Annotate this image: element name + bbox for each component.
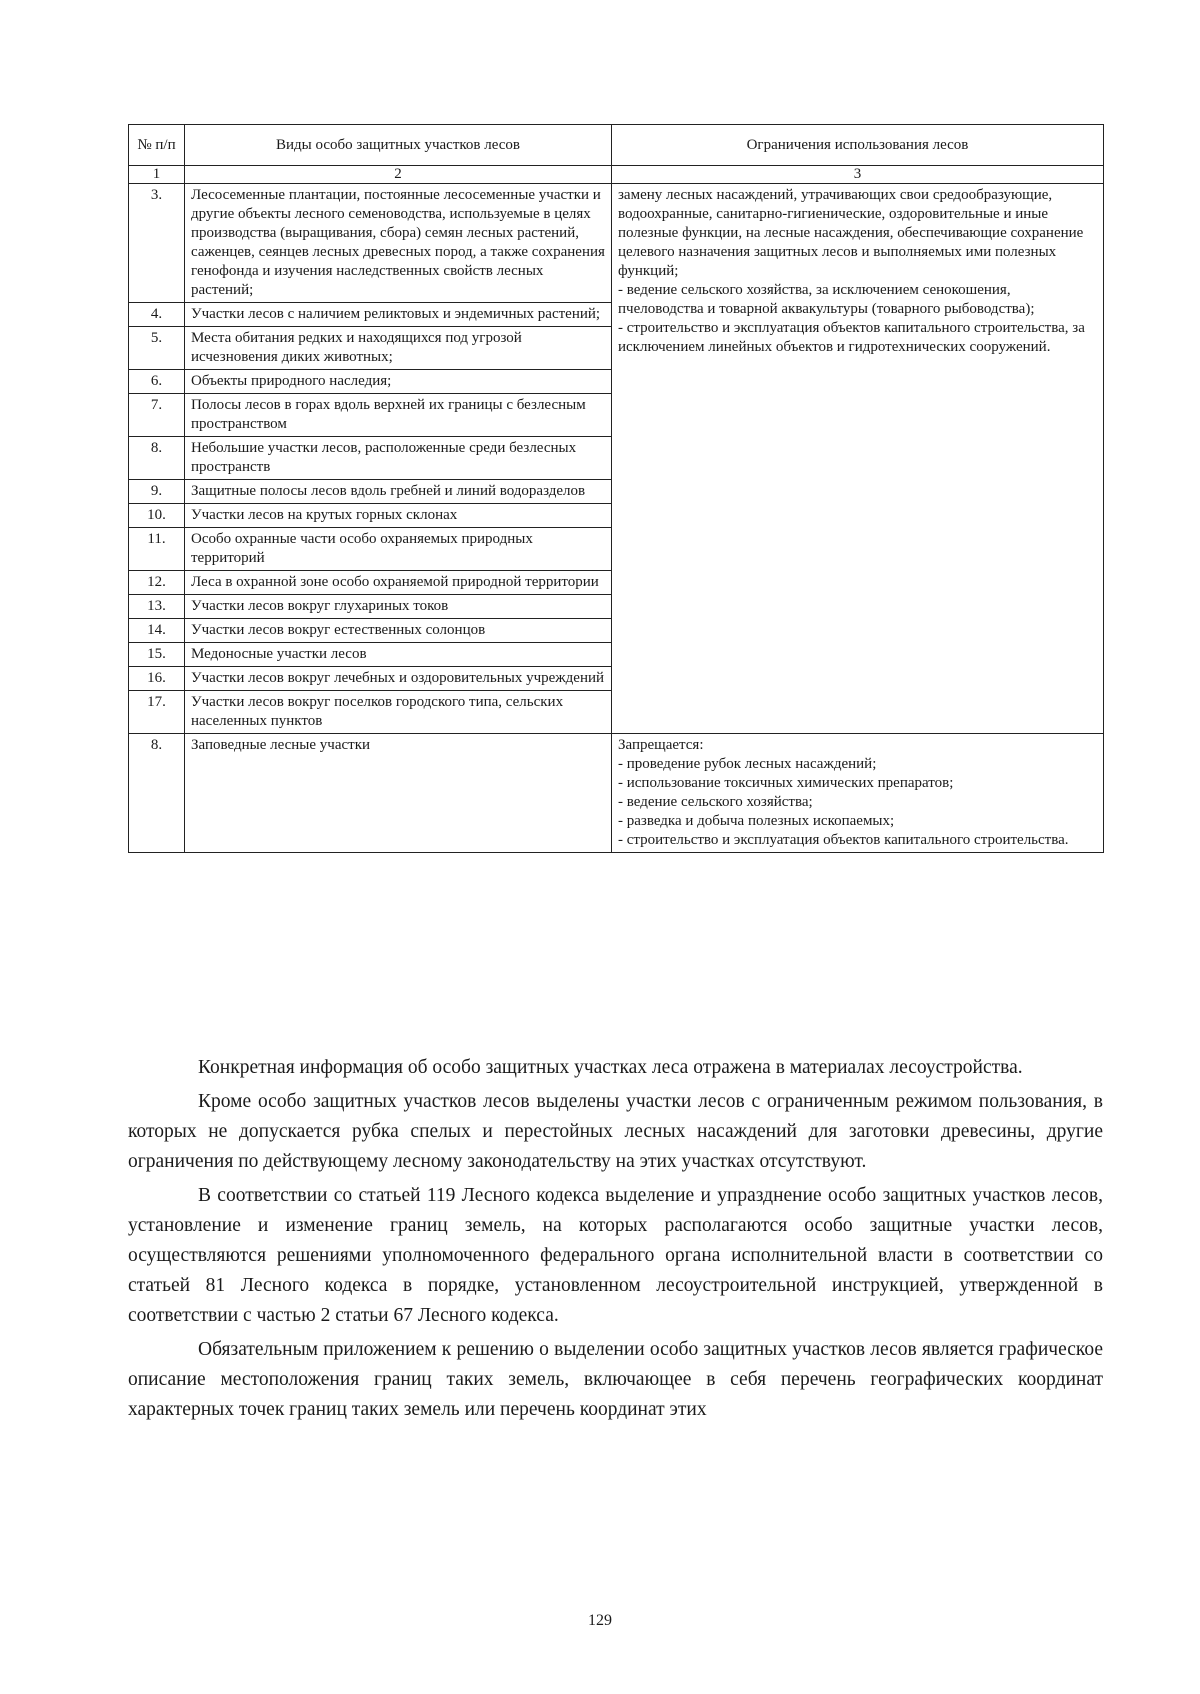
row-number: 15. [129, 643, 185, 667]
row-number: 9. [129, 480, 185, 504]
row-number: 6. [129, 370, 185, 394]
table-row [129, 184, 1104, 303]
row-number: 14. [129, 619, 185, 643]
column-number: 2 [185, 166, 612, 184]
paragraph: Кроме особо защитных участков лесов выделены участки лесов с ограниченным режимом пользования, в которых не допускается рубка спелых и перестойных лесных насаждений для заготовки древесины, другие ограничения по действующему лесному законодательству на этих участках отсутствуют. [128, 1091, 1103, 1172]
row-number: 8. [129, 734, 185, 853]
forest-type: Участки лесов вокруг глухариных токов [185, 595, 612, 619]
column-number: 3 [612, 166, 1104, 184]
row-number: 8. [129, 437, 185, 480]
forest-type: Участки лесов вокруг лечебных и оздоровительных учреждений [185, 667, 612, 691]
column-numbers-row [129, 166, 1104, 184]
column-number: 1 [129, 166, 185, 184]
row-number: 5. [129, 327, 185, 370]
forest-type: Полосы лесов в горах вдоль верхней их границы с безлесным пространством [185, 394, 612, 437]
row-number: 16. [129, 667, 185, 691]
forest-type: Участки лесов с наличием реликтовых и эндемичных растений; [185, 303, 612, 327]
forest-type: Лесосеменные плантации, постоянные лесосеменные участки и другие объекты лесного семеноводства, используемые в целях производства (выращивания, сбора) семян лесных растений, саженцев, сеянцев лесных древесных пород, а также сохранения генофонда и изучения наследственных свойств лесных растений; [185, 184, 612, 303]
table-header-row [129, 125, 1104, 166]
forest-type: Небольшие участки лесов, расположенные среди безлесных пространств [185, 437, 612, 480]
forest-type: Медоносные участки лесов [185, 643, 612, 667]
forest-type: Заповедные лесные участки [185, 734, 612, 853]
table-body [129, 184, 1104, 853]
forest-type: Участки лесов вокруг поселков городского типа, сельских населенных пунктов [185, 691, 612, 734]
paragraph: Обязательным приложением к решению о выделении особо защитных участков лесов является графическое описание местоположения границ таких земель, включающее в себя перечень географических координат характерных точек границ таких земель или перечень координат этих [128, 1339, 1103, 1420]
protected-forest-table [128, 124, 1104, 853]
restrictions-cell: замену лесных насаждений, утрачивающих свои средообразующие, водоохранные, санитарно-гигиенические, оздоровительные и иные полезные функции, на лесные насаждения, обеспечивающие сохранение целевого назначения защитных лесов и выполняемых ими полезных функций; - ведение сельского хозяйства, за исключением сенокошения, пчеловодства и товарной аквакультуры (товарного рыбоводства); - строительство и эксплуатация объектов капитального строительства, за исключением линейных объектов и гидротехнических сооружений. [612, 184, 1104, 734]
paragraph: В соответствии со статьей 119 Лесного кодекса выделение и упразднение особо защитных участков лесов, установление и изменение границ земель, на которых располагаются особо защитные участки лесов, осуществляются решениями уполномоченного федерального органа исполнительной власти в соответствии со статьей 81 Лесного кодекса в порядке, установленном лесоустроительной инструкцией, утвержденной в соответствии с частью 2 статьи 67 Лесного кодекса. [128, 1185, 1103, 1326]
body-text [128, 1053, 1103, 1429]
forest-type: Участки лесов вокруг естественных солонцов [185, 619, 612, 643]
forest-type: Защитные полосы лесов вдоль гребней и линий водоразделов [185, 480, 612, 504]
row-number: 13. [129, 595, 185, 619]
row-number: 4. [129, 303, 185, 327]
row-number: 7. [129, 394, 185, 437]
restrictions-cell: Запрещается: - проведение рубок лесных насаждений; - использование токсичных химических препаратов; - ведение сельского хозяйства; - разведка и добыча полезных ископаемых; - строительство и эксплуатация объектов капитального строительства. [612, 734, 1104, 853]
forest-type: Леса в охранной зоне особо охраняемой природной территории [185, 571, 612, 595]
header-forest-types: Виды особо защитных участков лесов [185, 125, 612, 166]
row-number: 10. [129, 504, 185, 528]
header-number: № п/п [129, 125, 185, 166]
header-restrictions: Ограничения использования лесов [612, 125, 1104, 166]
row-number: 12. [129, 571, 185, 595]
forest-type: Места обитания редких и находящихся под угрозой исчезновения диких животных; [185, 327, 612, 370]
paragraph: Конкретная информация об особо защитных участках леса отражена в материалах лесоустройства. [198, 1057, 1023, 1078]
forest-type: Особо охранные части особо охраняемых природных территорий [185, 528, 612, 571]
row-number: 17. [129, 691, 185, 734]
forest-type: Участки лесов на крутых горных склонах [185, 504, 612, 528]
row-number: 11. [129, 528, 185, 571]
page-number: 129 [588, 1612, 612, 1629]
row-number: 3. [129, 184, 185, 303]
forest-type: Объекты природного наследия; [185, 370, 612, 394]
table-row [129, 734, 1104, 853]
